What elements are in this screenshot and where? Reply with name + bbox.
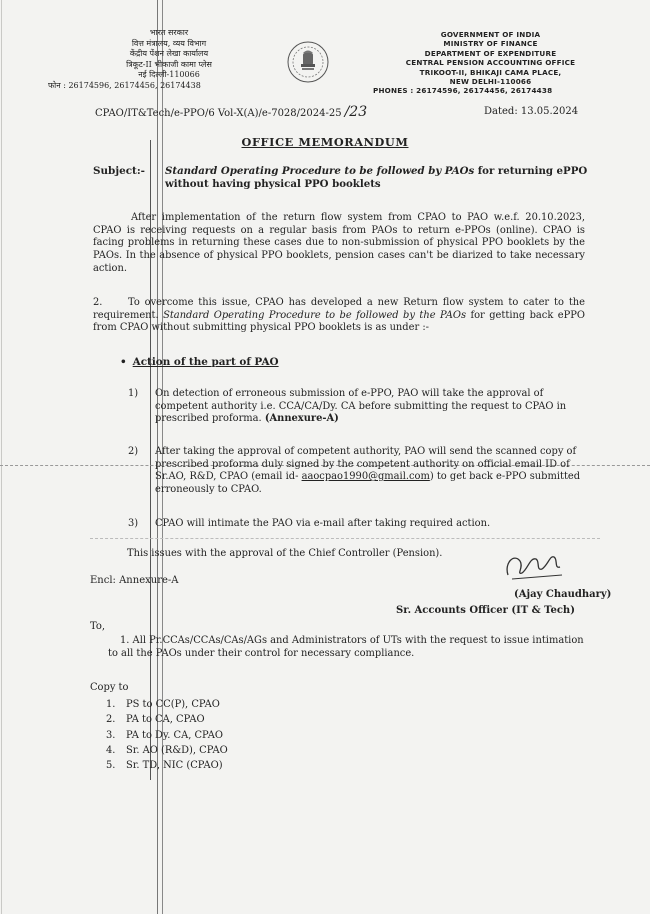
list-item-text: PS to CC(P), CPAO — [126, 699, 220, 710]
list-item-text: PA to Dy. CA, CPAO — [126, 729, 224, 741]
action-item-tail: ) to get back e-PPO submitted erroneously to CPAO. — [155, 471, 581, 495]
signatory-name: (Ajay Chaudhary) — [514, 589, 612, 600]
action-item-text — [155, 446, 581, 496]
header-hindi-line: वित्त मंत्रालय, व्यय विभाग — [131, 38, 207, 48]
header-hindi-line: केंद्रीय पेंशन लेखा कार्यालय — [129, 49, 209, 58]
header-english-line: DEPARTMENT OF EXPENDITURE — [424, 48, 557, 58]
list-item-text: Sr. TD, NIC (CPAO) — [126, 760, 223, 772]
annexure-ref: (Annexure-A) — [264, 413, 339, 425]
list-item — [106, 712, 228, 727]
header-english — [348, 30, 633, 96]
paragraph-number: 2. — [93, 297, 103, 308]
signature — [502, 549, 564, 583]
action-heading-text: Action of the part of PAO — [132, 356, 279, 368]
header-english-line: MINISTRY OF FINANCE — [443, 39, 538, 49]
reference-text: CPAO/IT&Tech/e-PPO/6 Vol-X(A)/e-7028/2024-25 — [95, 108, 342, 119]
header-english-line: CENTRAL PENSION ACCOUNTING OFFICE — [405, 58, 576, 68]
page-title: OFFICE MEMORANDUM — [241, 135, 409, 149]
action-item-number: 3) — [128, 518, 139, 529]
list-item-number: 1. — [106, 699, 116, 710]
list-item — [106, 743, 228, 758]
copy-to-list — [106, 697, 228, 773]
header-hindi-phones: फोन : 26174596, 26174456, 26174438 — [48, 80, 201, 90]
action-item-body: After taking the approval of competent authority, PAO will send the scanned copy of prescribed proforma duly signed by the competent authority on official email ID of Sr.AO, R&D, CPAO (email id- — [155, 446, 577, 483]
list-item-number: 3. — [106, 729, 116, 741]
list-item-text: PA to CA, CPAO — [126, 714, 205, 726]
paragraph-2-text-b: for getting back ePPO from CPAO without submitting physical PPO booklets is as under :- — [93, 309, 585, 334]
enclosure: Encl: Annexure-A — [90, 575, 179, 586]
header-english-line: NEW DELHI-110066 — [449, 77, 532, 87]
paragraph-2-italic: Standard Operating Procedure to be followed by the PAOs — [163, 309, 467, 321]
list-item-number: 2. — [106, 714, 116, 726]
header-hindi — [48, 28, 264, 91]
list-item — [106, 697, 228, 712]
subject-italic: Standard Operating Procedure to be followed by PAOs — [165, 165, 475, 177]
action-item-number: 2) — [128, 446, 139, 457]
action-item-text — [155, 388, 581, 426]
action-item-text — [155, 518, 581, 531]
action-item-body: On detection of erroneous submission of e-PPO, PAO will take the approval of competent authority i.e. CCA/CA/Dy. CA before submitting the request to CPAO in prescribed proforma. — [155, 388, 567, 425]
list-item-text: Sr. AO (R&D), CPAO — [126, 744, 228, 756]
handwritten-number: /23 — [344, 104, 368, 120]
signatory-designation: Sr. Accounts Officer (IT & Tech) — [396, 605, 575, 616]
email-link[interactable]: aaocpao1990@gmail.com — [301, 471, 430, 483]
to-label: To, — [90, 621, 106, 632]
header-hindi-line: भारत सरकार — [149, 28, 189, 37]
list-item-number: 5. — [106, 760, 116, 772]
copy-to-label: Copy to — [90, 682, 129, 693]
state-emblem-icon — [286, 40, 330, 84]
header-hindi-line: नई दिल्ली-110066 — [138, 70, 200, 79]
issues-line: This issues with the approval of the Chief Controller (Pension). — [127, 548, 443, 559]
subject-label: Subject:- — [93, 165, 145, 177]
list-item — [106, 728, 228, 743]
bullet-icon: • — [120, 356, 127, 368]
scan-line-horizontal-2 — [90, 538, 600, 539]
action-item-number: 1) — [128, 388, 139, 399]
header-english-phones: PHONES : 26174596, 26174456, 26174438 — [373, 86, 553, 96]
action-item-body: CPAO will intimate the PAO via e-mail after taking required action. — [155, 518, 491, 529]
list-item-number: 4. — [106, 744, 116, 756]
subject-text — [165, 165, 605, 191]
paragraph-1: After implementation of the return flow system from CPAO to PAO w.e.f. 20.10.2023, CPAO is receiving requests on a regular basis from PAOs to return e-PPOs (online). CPAO is facing problems in returning these cases due to non-submission of physical PPO booklets by the PAOs. In the absence of physical PPO booklets, pension cases can't be diarized to take necessary action. — [93, 212, 585, 274]
paragraph-2-text-a: To overcome this issue, CPAO has developed a new Return flow system to cater to the requirement. — [93, 297, 585, 321]
action-heading — [120, 356, 279, 368]
header-hindi-line: त्रिकूट-II भीकाजी कामा प्लेस — [126, 59, 212, 69]
reference-number — [95, 104, 367, 120]
subject-rest: for returning ePPO without having physical PPO booklets — [165, 165, 588, 190]
to-recipient: 1. All Pr.CCAs/CCAs/CAs/AGs and Administrators of UTs with the request to issue intimation to all the PAOs under their control for necessary compliance. — [108, 635, 584, 659]
paragraph-2 — [93, 297, 585, 335]
memo-date: Dated: 13.05.2024 — [484, 106, 579, 117]
header-english-line: GOVERNMENT OF INDIA — [440, 30, 541, 39]
list-item — [106, 758, 228, 773]
header-english-line: TRIKOOT-II, BHIKAJI CAMA PLACE, — [419, 67, 562, 77]
